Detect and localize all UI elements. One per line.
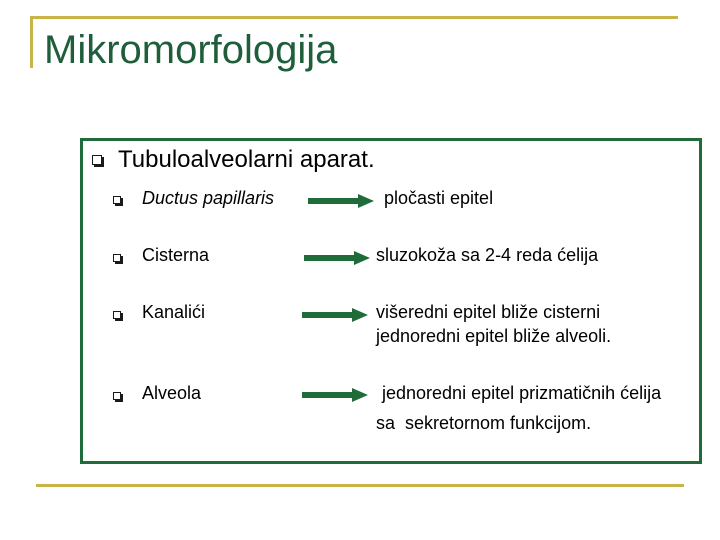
right-arrow-icon	[302, 308, 368, 322]
right-arrow-icon	[302, 388, 368, 402]
row-right-text: pločasti epitel	[384, 188, 494, 208]
left-rule	[30, 16, 33, 68]
bullet-icon	[113, 196, 121, 204]
row-right-text: sluzokoža sa 2-4 reda ćelija	[376, 245, 599, 265]
row-left-label: Ductus papillaris	[142, 188, 275, 208]
row-right-text-line2: jednoredni epitel bliže alveoli.	[376, 326, 612, 346]
bullet-icon	[113, 311, 121, 319]
row-right-text-line1: jednoredni epitel prizmatičnih ćelija	[382, 383, 662, 403]
right-arrow-icon	[308, 194, 374, 208]
top-rule	[32, 16, 678, 19]
main-point: Tubuloalveolarni aparat.	[118, 146, 375, 173]
bottom-rule	[36, 484, 684, 487]
slide-title: Mikromorfologija	[44, 28, 338, 72]
bullet-icon	[92, 155, 102, 165]
row-left-label: Alveola	[142, 383, 202, 403]
bullet-icon	[113, 254, 121, 262]
bullet-icon	[113, 392, 121, 400]
row-right-text-line1: višeredni epitel bliže cisterni	[376, 302, 601, 322]
right-arrow-icon	[304, 251, 370, 265]
row-left-label: Cisterna	[142, 245, 210, 265]
row-right-text-line2: sa sekretornom funkcijom.	[376, 413, 592, 433]
row-left-label: Kanalići	[142, 302, 206, 322]
